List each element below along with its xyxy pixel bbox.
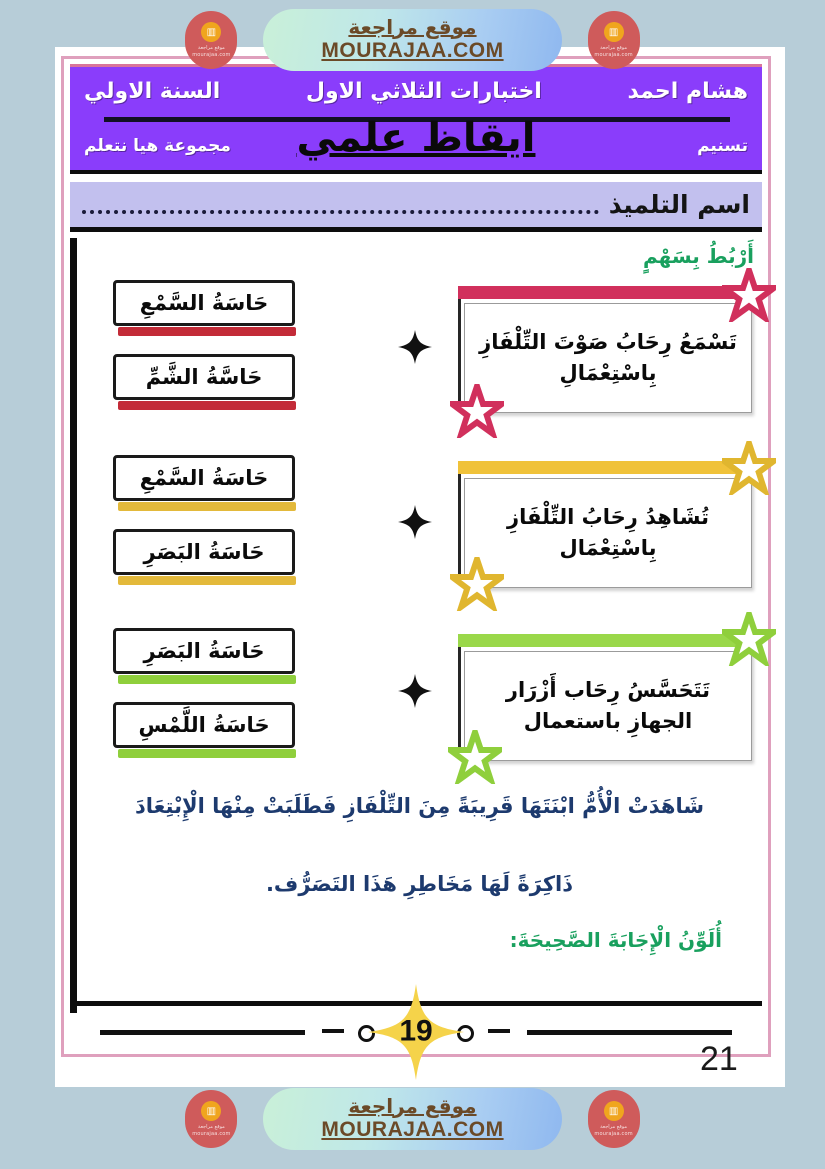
star-icon	[448, 730, 502, 784]
subject-title: ايقاظ علمي	[296, 115, 536, 161]
answer-box-shadow	[118, 675, 296, 684]
instruction-link-with-arrow: أَرْبُطُ بِسَهْمٍ	[642, 244, 754, 268]
answer-option-label: حَاسَةُ اللَّمْسِ	[138, 713, 270, 737]
card-accent-bar	[458, 461, 746, 474]
mourajaa-logo-icon	[185, 11, 237, 69]
student-name-label: اسم التلميذ	[608, 190, 750, 219]
mourajaa-logo-icon	[588, 1090, 640, 1148]
sentence-card[interactable]	[452, 286, 752, 416]
question-prompt-line-2: ذَاكِرَةً لَهَا مَخَاطِرِ هَذَا التَصَرُّف.	[265, 872, 574, 896]
answer-option-label: حَاسَةُ السَّمْعِ	[139, 466, 269, 490]
footer-rule-right	[527, 1030, 732, 1035]
logo-caption: موقع مراجعة mourajaa.com	[192, 45, 231, 58]
header-level: السنة الاولي	[84, 78, 221, 104]
answer-options-column	[99, 455, 295, 603]
star-icon	[450, 384, 504, 438]
sparkle-bullet-icon	[398, 505, 432, 539]
logo-caption: موقع مراجعة mourajaa.com	[594, 1124, 633, 1137]
answer-box-shadow	[118, 327, 296, 336]
matching-group	[77, 443, 762, 623]
watermark-top	[0, 0, 825, 80]
sparkle-bullet-icon	[398, 330, 432, 364]
watermark-english: MOURAJAA.COM	[321, 38, 504, 62]
sentence-text: تَتَحَسَّسُ رِحَاب أَزْرَار الجهازِ باستعمال	[505, 677, 711, 733]
matching-group	[77, 268, 762, 448]
watermark-arabic: موقع مراجعة	[348, 1093, 477, 1118]
answer-option-label: حَاسَةُ السَّمْعِ	[139, 291, 269, 315]
card-accent-bar	[458, 286, 746, 299]
watermark-pill	[263, 1088, 561, 1151]
watermark-pill	[263, 9, 561, 72]
watermark-english: MOURAJAA.COM	[321, 1117, 504, 1141]
answer-box-shadow	[118, 576, 296, 585]
header-editor: تسنيم	[697, 136, 748, 156]
mourajaa-logo-icon	[588, 11, 640, 69]
card-front	[464, 651, 752, 761]
logo-disc-icon: ▥	[201, 1101, 221, 1121]
star-icon	[722, 268, 776, 322]
logo-disc-icon: ▥	[604, 22, 624, 42]
answer-option-label: حَاسَةُ البَصَرِ	[143, 540, 265, 564]
card-front	[464, 478, 752, 588]
answer-options-column	[99, 628, 295, 776]
exercise-body	[70, 238, 762, 1013]
header-author: هشام احمد	[627, 78, 748, 104]
answer-option-label: حَاسَّةُ الشَّمِّ	[145, 365, 263, 389]
sparkle-bullet-icon	[398, 674, 432, 708]
sentence-text: تُشَاهِدُ رِحَابُ التِّلْفَازِ بِاسْتِعْمَال	[507, 504, 709, 560]
matching-group	[77, 616, 762, 796]
logo-disc-icon: ▥	[604, 1101, 624, 1121]
logo-disc-icon: ▥	[201, 22, 221, 42]
color-answer-instruction: أُلَوِّنُ الْإِجَابَةَ الصَّحِيحَةَ:	[509, 928, 722, 952]
answer-option-box[interactable]	[113, 280, 295, 326]
sentence-card[interactable]	[452, 634, 752, 764]
header-group: مجموعة هيا نتعلم	[84, 136, 231, 156]
watermark-arabic: موقع مراجعة	[348, 14, 477, 39]
star-icon	[722, 441, 776, 495]
answer-option-box[interactable]	[113, 702, 295, 748]
student-name-input[interactable]	[82, 209, 599, 214]
answer-box-shadow	[118, 502, 296, 511]
answer-option-box[interactable]	[113, 628, 295, 674]
sentence-card[interactable]	[452, 461, 752, 591]
page-number: 19	[399, 1014, 433, 1048]
student-name-row	[70, 182, 762, 232]
page-footer	[70, 1006, 762, 1058]
mourajaa-logo-icon	[185, 1090, 237, 1148]
answer-option-box[interactable]	[113, 455, 295, 501]
exam-header-banner	[70, 64, 762, 174]
logo-caption: موقع مراجعة mourajaa.com	[192, 1124, 231, 1137]
header-exam-title: اختبارات الثلاثي الاول	[305, 78, 542, 104]
answer-box-shadow	[118, 401, 296, 410]
corner-page-number: 21	[700, 1040, 738, 1078]
footer-dash-icon	[488, 1029, 510, 1033]
watermark-bottom	[0, 1079, 825, 1159]
answer-options-column	[99, 280, 295, 428]
footer-rule-left	[100, 1030, 305, 1035]
footer-dash-icon	[322, 1029, 344, 1033]
logo-caption: موقع مراجعة mourajaa.com	[594, 45, 633, 58]
star-icon	[722, 612, 776, 666]
card-front	[464, 303, 752, 413]
answer-option-box[interactable]	[113, 354, 295, 400]
card-accent-bar	[458, 634, 746, 647]
answer-option-label: حَاسَةُ البَصَرِ	[143, 639, 265, 663]
answer-box-shadow	[118, 749, 296, 758]
sentence-text: تَسْمَعُ رِحَابُ صَوْتَ التِّلْفَازِ بِاسْتِعْمَالِ	[479, 329, 737, 385]
question-prompt-line-1: شَاهَدَتْ الْأُمُّ ابْنَتَهَا قَرِيبَةً مِنَ التِّلْفَازِ فَطَلَبَتْ مِنْهَا الْإِبْتِعَادَ	[135, 794, 704, 818]
answer-option-box[interactable]	[113, 529, 295, 575]
star-icon	[450, 557, 504, 611]
